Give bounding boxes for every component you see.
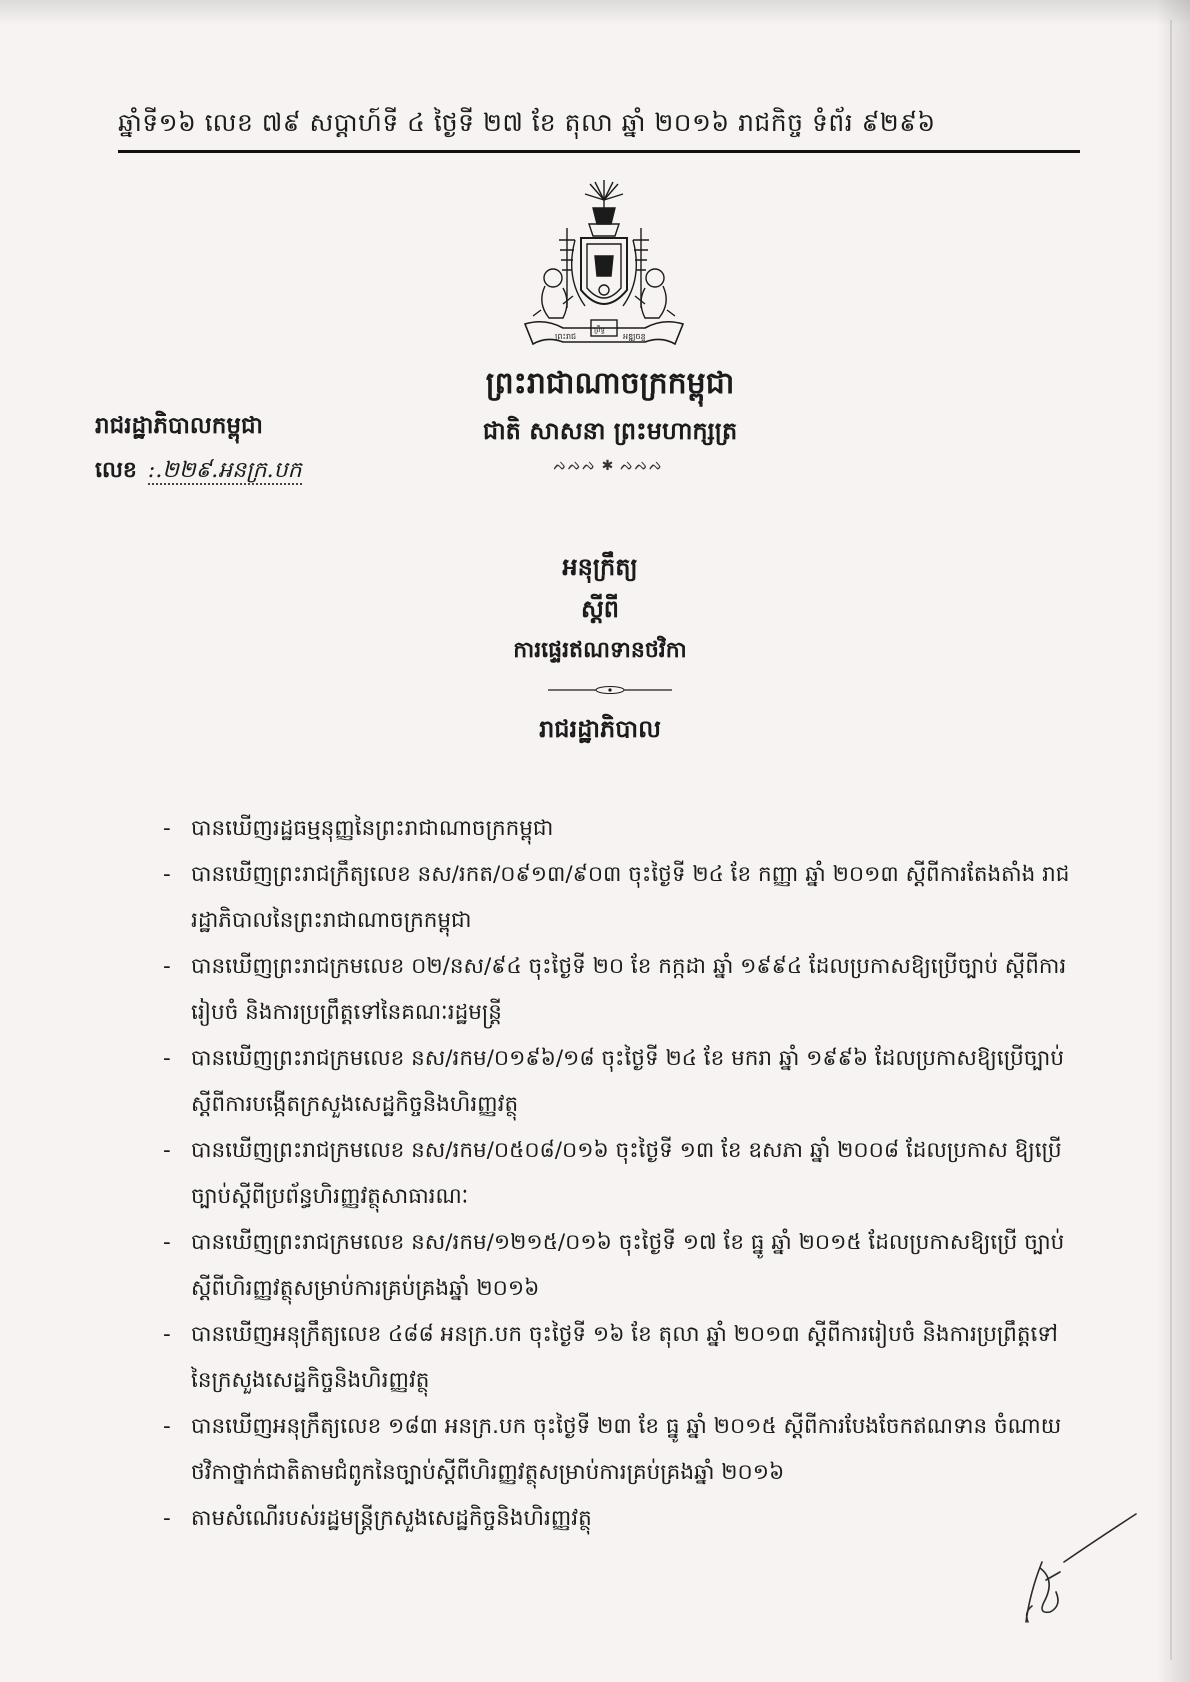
banner-text-right: អឌ្ឍចន្ទ <box>623 332 646 341</box>
banner-text-left: ព្រះរាជ <box>555 332 577 341</box>
preamble-list <box>163 806 1083 1542</box>
kingdom-name: ព្រះរាជាណាចក្រកម្ពុជា <box>485 366 735 401</box>
ornament-divider: ᨄᨄᨄ ✱ ᨄᨄᨄ <box>552 458 664 474</box>
scan-shadow-right <box>1156 0 1190 1682</box>
preamble-item: - បានឃើញព្រះរាជក្រមលេខ នស/រកម/១២១៥/០១៦ ចុះថ្ងៃទី ១៧ ខែ ធ្នូ ឆ្នាំ ២០១៥ ដែលប្រកាសឱ្យប្រើ ច្បាប់ស្តីពីហិរញ្ញវត្ថុសម្រាប់ការគ្រប់គ្រងឆ្នាំ ២០១៦ <box>163 1220 1083 1312</box>
signature-initial-icon <box>1016 1510 1144 1630</box>
preamble-item: - បានឃើញព្រះរាជក្រមលេខ នស/រកម/០៥០៨/០១៦ ចុះថ្ងៃទី ១៣ ខែ ឧសភា ឆ្នាំ ២០០៨ ដែលប្រកាស ឱ្យប្រើច្បាប់ស្តីពីប្រព័ន្ធហិរញ្ញវត្ថុសាធារណៈ <box>163 1128 1083 1220</box>
enacting-authority: រាជរដ្ឋាភិបាល <box>539 715 661 743</box>
preamble-item: - បានឃើញព្រះរាជក្រមលេខ នស/រកម/០១៩៦/១៨ ចុះថ្ងៃទី ២៤ ខែ មករា ឆ្នាំ ១៩៩៦ ដែលប្រកាសឱ្យប្រើច្បាប់ ស្តីពីការបង្កើតក្រសួងសេដ្ឋកិច្ចនិងហិរញ្ញវត្ថុ <box>163 1036 1083 1128</box>
gazette-header: ឆ្នាំទី១៦ លេខ ៧៩ សប្តាហ៍ទី ៤ ថ្ងៃទី ២៧ ខែ តុលា ឆ្នាំ ២០១៦ រាជកិច្ច ទំព័រ ៩២៩៦ <box>118 108 936 137</box>
radiant-star-icon <box>585 180 623 208</box>
decorative-divider <box>548 684 672 696</box>
document-type: អនុក្រឹត្យ <box>562 553 638 581</box>
header-rule <box>118 150 1080 153</box>
reference-number: :.២២៩.អនក្រ.បក <box>147 458 302 483</box>
scan-shadow-top <box>0 0 1190 26</box>
preamble-item: - បានឃើញអនុក្រឹត្យលេខ ១៨៣ អនក្រ.បក ចុះថ្ងៃទី ២៣ ខែ ធ្នូ ឆ្នាំ ២០១៥ ស្តីពីការបែងចែកឥណទាន ចំណាយថវិកាថ្នាក់ជាតិតាមជំពូកនៃច្បាប់ស្តីពីហិរញ្ញវត្ថុសម្រាប់ការគ្រប់គ្រងឆ្នាំ ២០១៦ <box>163 1404 1083 1496</box>
royal-coat-of-arms-icon <box>515 178 693 356</box>
scan-edge-line <box>1170 20 1172 1660</box>
national-motto: ជាតិ សាសនា ព្រះមហាក្សត្រ <box>482 417 738 445</box>
preamble-item: - បានឃើញអនុក្រឹត្យលេខ ៤៨៨ អនក្រ.បក ចុះថ្ងៃទី ១៦ ខែ តុលា ឆ្នាំ ២០១៣ ស្តីពីការរៀបចំ និងការប្រព្រឹត្តទៅ នៃក្រសួងសេដ្ឋកិច្ចនិងហិរញ្ញវត្ថុ <box>163 1312 1083 1404</box>
document-subject: ការផ្ទេរឥណទានថវិកា <box>513 638 687 663</box>
preamble-item: - តាមសំណើរបស់រដ្ឋមន្ត្រីក្រសួងសេដ្ឋកិច្ចនិងហិរញ្ញវត្ថុ <box>163 1496 1083 1542</box>
reference-label: លេខ <box>95 458 137 483</box>
preamble-item: - បានឃើញព្រះរាជក្រមលេខ ០២/នស/៩៤ ចុះថ្ងៃទី ២០ ខែ កក្កដា ឆ្នាំ ១៩៩៤ ដែលប្រកាសឱ្យប្រើច្បាប់ ស្តីពីការរៀបចំ និងការប្រព្រឹត្តទៅនៃគណៈរដ្ឋមន្ត្រី <box>163 944 1083 1036</box>
reference-line <box>95 456 302 488</box>
banner-text-center: ព្រឹទ្ធ <box>594 326 605 334</box>
preamble-item: - បានឃើញរដ្ឋធម្មនុញ្ញនៃព្រះរាជាណាចក្រកម្ពុជា <box>163 806 1083 852</box>
issuing-authority: រាជរដ្ឋាភិបាលកម្ពុជា <box>95 413 263 439</box>
document-about: ស្តីពី <box>580 595 620 623</box>
preamble-item: - បានឃើញព្រះរាជក្រឹត្យលេខ នស/រកត/០៩១៣/៩០៣ ចុះថ្ងៃទី ២៤ ខែ កញ្ញា ឆ្នាំ ២០១៣ ស្តីពីការតែងតាំង រាជរដ្ឋាភិបាលនៃព្រះរាជាណាចក្រកម្ពុជា <box>163 852 1083 944</box>
